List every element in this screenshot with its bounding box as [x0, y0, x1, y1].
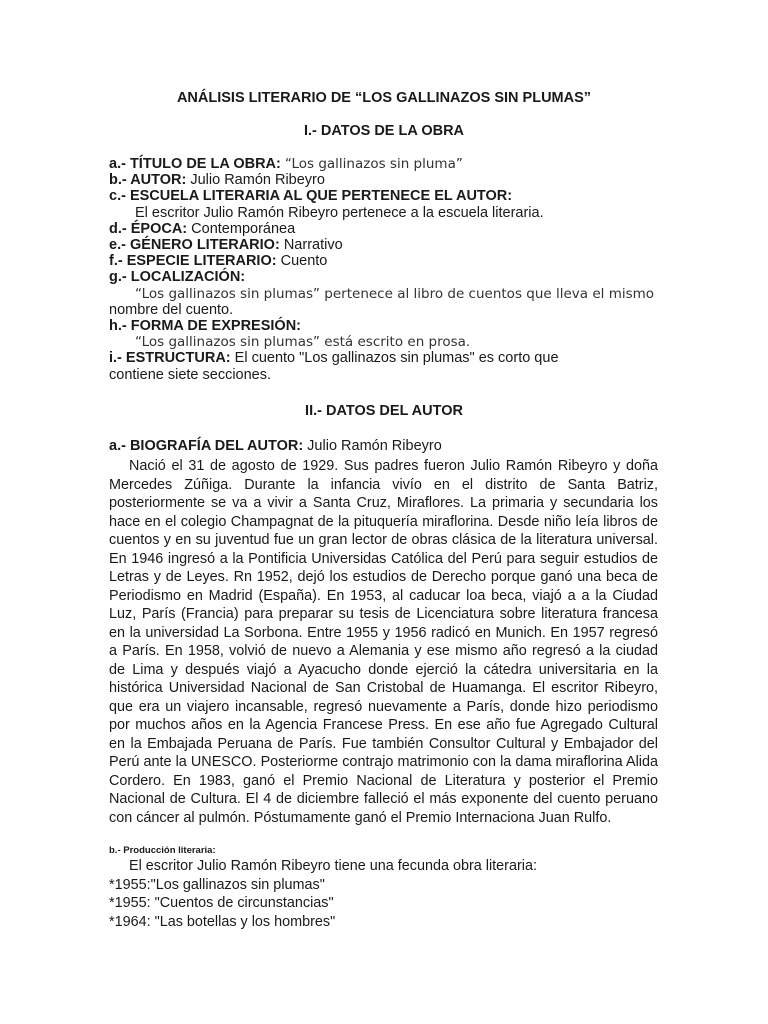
- field-localizacion-value-cont: nombre del cuento.: [109, 302, 234, 318]
- field-especie: [109, 253, 327, 270]
- field-label: i.- ESTRUCTURA:: [109, 350, 231, 366]
- section-heading-datos-obra: I.- DATOS DE LA OBRA: [303, 123, 465, 139]
- field-label: e.- GÉNERO LITERARIO:: [109, 237, 280, 253]
- field-estructura: [109, 350, 559, 367]
- field-label: g.- LOCALIZACIÓN:: [109, 269, 246, 285]
- field-label: a.- BIOGRAFÍA DEL AUTOR:: [109, 438, 304, 454]
- field-estructura-cont: contiene siete secciones.: [109, 367, 272, 383]
- field-label: f.- ESPECIE LITERARIO:: [109, 253, 277, 269]
- biography-text: Nació el 31 de agosto de 1929. Sus padres fueron Julio Ramón Ribeyro y doña Mercedes Zúñiga. Durante la infancia vivío en el distrito de Santa Batriz, posteriormente se va a vivir a Santa Cruz, Miraflores. La primaria y secundaria los hace en el colegio Champagnat de la pituquería miraflorina. Desde niño leía libros de cuentos y en su juventud fue un gran lector de obras clásica de la literatura universal. En 1946 ingresó a la Pontificia Universidas Católica del Perú para seguir estudios de Letras y de Leyes. Rn 1952, dejó los estudios de Derecho porque ganó una beca de Periodismo en Madrid (España). En 1953, al caducar loa beca, viajó a a la Ciudad Luz, París (Francia) para preparar su tesis de Licenciatura sobre literatura francesa en la universidad La Sorbona. Entre 1955 y 1956 radicó en Munich. En 1957 regresó a París. En 1958, volvió de nuevo a Alemania y ese mismo año regresó a la ciudad de Lima y después viajó a Ayacucho donde ejerció la cátedra universitaria en la histórica Universidad Nacional de San Cristobal de Huamanga. El escritor Ribeyro, que era un viajero incansable, regresó nuevamente a París, donde hizo periodismo por muchos años en la Agencia Francese Press. En ese año fue Agregado Cultural en la Embajada Peruana de París. Fue también Consultor Cultural y Embajador del Perú ante la UNESCO. Posteriorme contrajo matrimonio con la dama miraflorina Alida Cordero. En 1983, ganó el Premio Nacional de Literatura y posterior el Premio Nacional de Cultura. El 4 de diciembre falleció el más exponente del cuento peruano con cáncer al pulmón. Póstumamente ganó el Premio Internaciona Juan Rulfo.: [109, 458, 658, 826]
- field-localizacion-value: “Los gallinazos sin plumas” pertenece al libro de cuentos que lleva el mismo: [135, 286, 655, 302]
- document-title: ANÁLISIS LITERARIO DE “LOS GALLINAZOS SIN PLUMAS”: [176, 90, 592, 106]
- field-value: Cuento: [276, 253, 328, 269]
- list-item: *1964: "Las botellas y los hombres": [109, 913, 336, 930]
- field-value: Contemporánea: [187, 221, 296, 237]
- field-value: Narrativo: [279, 237, 343, 253]
- field-value: El cuento "Los gallinazos sin plumas" es corto que: [230, 350, 559, 366]
- list-item: *1955:"Los gallinazos sin plumas": [109, 876, 325, 893]
- biography-paragraph: [109, 457, 658, 827]
- field-label: a.- TÍTULO DE LA OBRA:: [109, 156, 281, 172]
- works-intro: El escritor Julio Ramón Ribeyro tiene una fecunda obra literaria:: [129, 858, 537, 874]
- field-titulo: [109, 156, 463, 173]
- field-genero: [109, 237, 343, 254]
- field-escuela-value: El escritor Julio Ramón Ribeyro pertenece a la escuela literaria.: [135, 205, 544, 221]
- list-item: *1955: "Cuentos de circunstancias": [109, 895, 334, 911]
- field-autor: [109, 172, 325, 189]
- field-label: b.- AUTOR:: [109, 172, 187, 188]
- field-forma-value: “Los gallinazos sin plumas” está escrito en prosa.: [135, 334, 471, 350]
- field-localizacion: [109, 269, 245, 286]
- field-escuela: [109, 188, 512, 205]
- field-value: Julio Ramón Ribeyro: [186, 172, 325, 188]
- works-list: [109, 857, 537, 931]
- field-value: “Los gallinazos sin pluma”: [284, 156, 463, 172]
- section-heading-datos-autor: II.- DATOS DEL AUTOR: [305, 403, 463, 419]
- field-value: Julio Ramón Ribeyro: [303, 438, 442, 454]
- field-biografia: [109, 438, 442, 455]
- field-forma: [109, 318, 301, 335]
- field-epoca: [109, 221, 295, 238]
- produccion-heading: b.- Producción literaria:: [109, 845, 216, 856]
- field-label: h.- FORMA DE EXPRESIÓN:: [109, 318, 301, 334]
- field-label: d.- ÉPOCA:: [109, 221, 188, 237]
- field-label: c.- ESCUELA LITERARIA AL QUE PERTENECE EL AUTOR:: [109, 188, 513, 204]
